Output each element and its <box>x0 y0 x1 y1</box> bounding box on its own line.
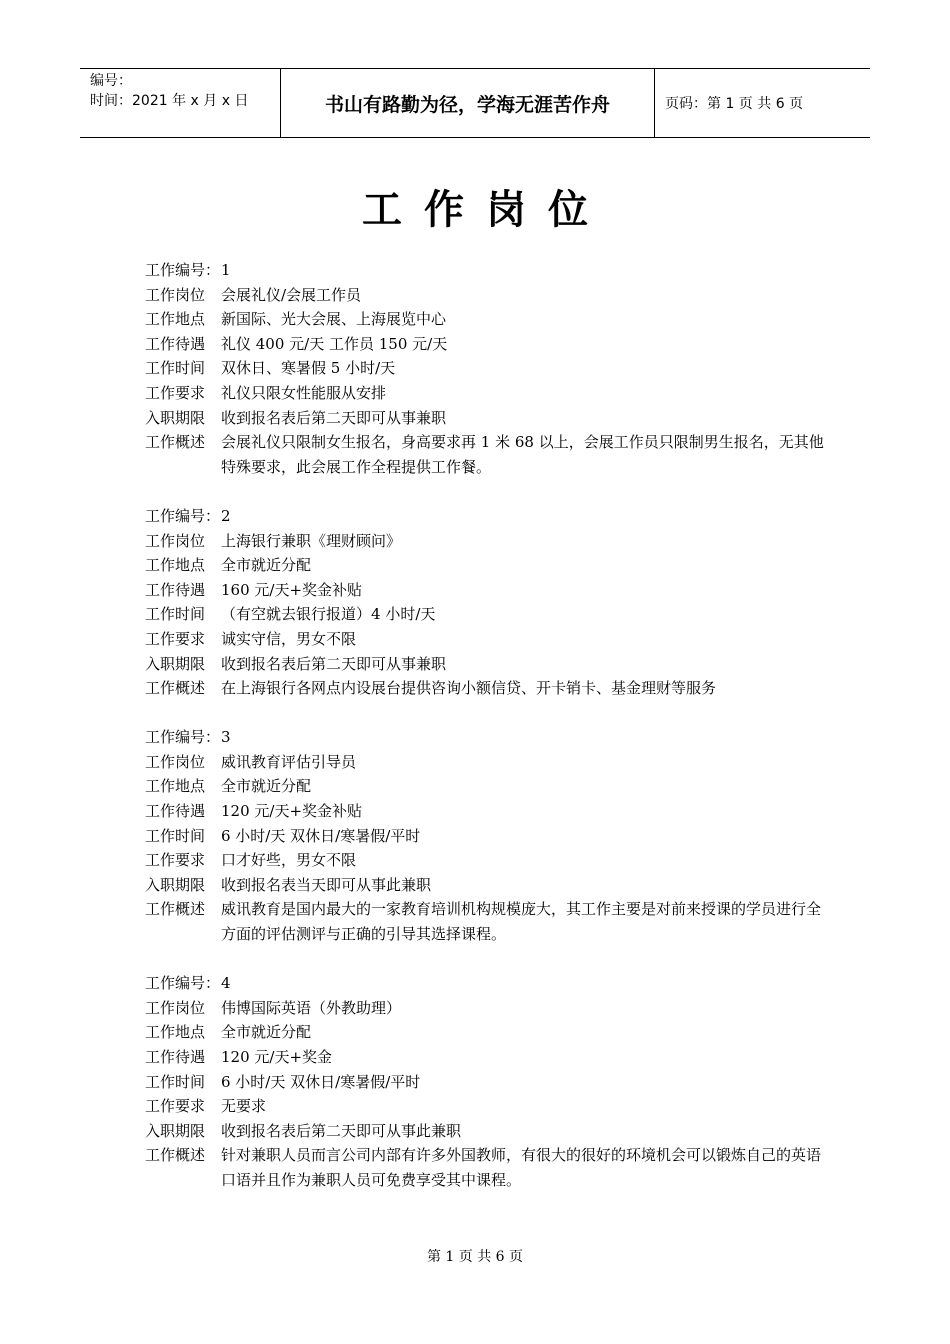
job-field-label: 工作岗位 <box>145 285 206 304</box>
job-field-row <box>145 307 825 332</box>
job-field-row <box>145 258 825 283</box>
job-field-value: 6 小时/天 双休日/寒暑假/平时 <box>221 826 421 845</box>
job-field-row <box>145 504 825 529</box>
job-field-value: 口才好些，男女不限 <box>221 851 357 870</box>
header-number: 编号： <box>90 73 132 89</box>
job-field-value: 4 <box>221 974 231 993</box>
job-field-label: 工作时间 <box>145 605 206 624</box>
job-field-label: 工作要求 <box>145 1097 206 1116</box>
job-list <box>145 258 825 1217</box>
job-field-value: （有空就去银行报道）4 小时/天 <box>221 605 436 624</box>
header-time: 时间：2021 年 x 月 x 日 <box>90 93 249 109</box>
job-field-label: 工作岗位 <box>145 752 206 771</box>
header-meta <box>80 69 280 137</box>
job-field-value: 全市就近分配 <box>221 1023 312 1042</box>
job-field-label: 工作编号： <box>145 506 221 525</box>
job-field-label: 工作待遇 <box>145 580 206 599</box>
job-field-row <box>145 652 825 677</box>
job-field-label: 工作待遇 <box>145 334 206 353</box>
job-field-label: 工作要求 <box>145 851 206 870</box>
job-field-row <box>145 750 825 775</box>
job-field-label: 工作待遇 <box>145 802 206 821</box>
job-field-value: 2 <box>221 506 231 525</box>
job-field-value: 礼仪 400 元/天 工作员 150 元/天 <box>221 334 448 353</box>
job-field-row <box>145 627 825 652</box>
job-field-value: 上海银行兼职《理财顾问》 <box>221 531 402 550</box>
job-field-value: 6 小时/天 双休日/寒暑假/平时 <box>221 1072 421 1091</box>
job-field-value: 全市就近分配 <box>221 556 312 575</box>
job-field-row <box>145 848 825 873</box>
job-field-label: 工作时间 <box>145 359 206 378</box>
job-field-row <box>145 873 825 898</box>
job-field-row <box>145 578 825 603</box>
job-field-label: 入职期限 <box>145 1121 206 1140</box>
job-field-row <box>145 725 825 750</box>
job-field-label: 工作编号： <box>145 974 221 993</box>
job-field-value: 新国际、光大会展、上海展览中心 <box>221 310 447 329</box>
job-field-value: 伟博国际英语（外教助理） <box>221 998 402 1017</box>
job-field-row <box>145 676 825 701</box>
job-field-row <box>145 897 825 946</box>
job-field-label: 工作概述 <box>145 679 206 698</box>
job-field-label: 工作地点 <box>145 556 206 575</box>
job-field-value: 120 元/天+奖金补贴 <box>221 802 363 821</box>
job-field-label: 工作时间 <box>145 1072 206 1091</box>
job-field-label: 工作要求 <box>145 383 206 402</box>
job-field-value: 礼仪只限女性能服从安排 <box>221 383 387 402</box>
job-field-value: 收到报名表后第二天即可从事兼职 <box>221 408 447 427</box>
job-block <box>145 725 825 946</box>
job-field-label: 工作地点 <box>145 1023 206 1042</box>
job-field-row <box>145 1094 825 1119</box>
job-field-row <box>145 332 825 357</box>
job-field-row <box>145 971 825 996</box>
job-field-value: 针对兼职人员而言公司内部有许多外国教师，有很大的很好的环境机会可以锻炼自己的英语口语并且作为兼职人员可免费享受其中课程。 <box>221 1146 822 1189</box>
job-field-label: 工作概述 <box>145 900 206 919</box>
page-header <box>80 68 870 138</box>
job-block <box>145 504 825 701</box>
job-field-label: 入职期限 <box>145 875 206 894</box>
job-field-row <box>145 1045 825 1070</box>
job-block <box>145 258 825 479</box>
job-field-row <box>145 553 825 578</box>
job-field-row <box>145 430 825 479</box>
job-field-value: 收到报名表后第二天即可从事兼职 <box>221 654 447 673</box>
job-field-label: 工作岗位 <box>145 998 206 1017</box>
job-field-row <box>145 1020 825 1045</box>
job-field-value: 160 元/天+奖金补贴 <box>221 580 363 599</box>
job-field-value: 120 元/天+奖金 <box>221 1048 333 1066</box>
job-field-row <box>145 996 825 1021</box>
job-field-value: 无要求 <box>221 1097 267 1116</box>
job-field-label: 工作地点 <box>145 777 206 796</box>
document-title: 工作岗位 <box>362 187 610 233</box>
job-field-row <box>145 356 825 381</box>
job-field-label: 入职期限 <box>145 408 206 427</box>
job-field-row <box>145 1070 825 1095</box>
job-field-value: 双休日、寒暑假 5 小时/天 <box>221 359 396 378</box>
job-field-value: 诚实守信，男女不限 <box>221 629 357 648</box>
job-field-value: 收到报名表后第二天即可从事此兼职 <box>221 1121 462 1140</box>
job-field-value: 威讯教育是国内最大的一家教育培训机构规模庞大，其工作主要是对前来授课的学员进行全方面的评估测评与正确的引导其选择课程。 <box>221 900 822 944</box>
job-field-row <box>145 602 825 627</box>
job-field-value: 1 <box>221 261 231 279</box>
page-footer: 第 1 页 共 6 页 <box>426 1249 524 1265</box>
header-motto: 书山有路勤为径，学海无涯苦作舟 <box>280 69 655 137</box>
job-field-row <box>145 283 825 308</box>
job-field-label: 工作待遇 <box>145 1048 206 1066</box>
job-field-value: 收到报名表当天即可从事此兼职 <box>221 875 432 894</box>
job-field-label: 工作要求 <box>145 629 206 648</box>
job-field-value: 威讯教育评估引导员 <box>221 752 357 771</box>
job-field-value: 会展礼仪/会展工作员 <box>221 285 362 304</box>
job-field-row <box>145 1119 825 1144</box>
job-field-row <box>145 1143 825 1192</box>
job-field-row <box>145 774 825 799</box>
job-field-row <box>145 381 825 406</box>
header-page-info: 页码：第 1 页 共 6 页 <box>665 96 804 112</box>
job-field-value: 在上海银行各网点内设展台提供咨询小额信贷、开卡销卡、基金理财等服务 <box>221 679 717 698</box>
job-field-value: 3 <box>221 728 231 747</box>
job-field-row <box>145 529 825 554</box>
job-field-label: 工作编号： <box>145 728 221 747</box>
job-field-label: 工作编号： <box>145 261 221 279</box>
job-field-row <box>145 799 825 824</box>
job-field-label: 工作岗位 <box>145 531 206 550</box>
job-field-label: 入职期限 <box>145 654 206 673</box>
job-field-label: 工作时间 <box>145 826 206 845</box>
job-field-row <box>145 824 825 849</box>
job-field-label: 工作概述 <box>145 1146 206 1165</box>
job-field-label: 工作概述 <box>145 433 206 452</box>
job-block <box>145 971 825 1192</box>
job-field-label: 工作地点 <box>145 310 206 329</box>
job-field-value: 会展礼仪只限制女生报名，身高要求再 1 米 68 以上，会展工作员只限制男生报名，无其他特殊要求，此会展工作全程提供工作餐。 <box>221 433 824 476</box>
job-field-row <box>145 406 825 431</box>
job-field-value: 全市就近分配 <box>221 777 312 796</box>
